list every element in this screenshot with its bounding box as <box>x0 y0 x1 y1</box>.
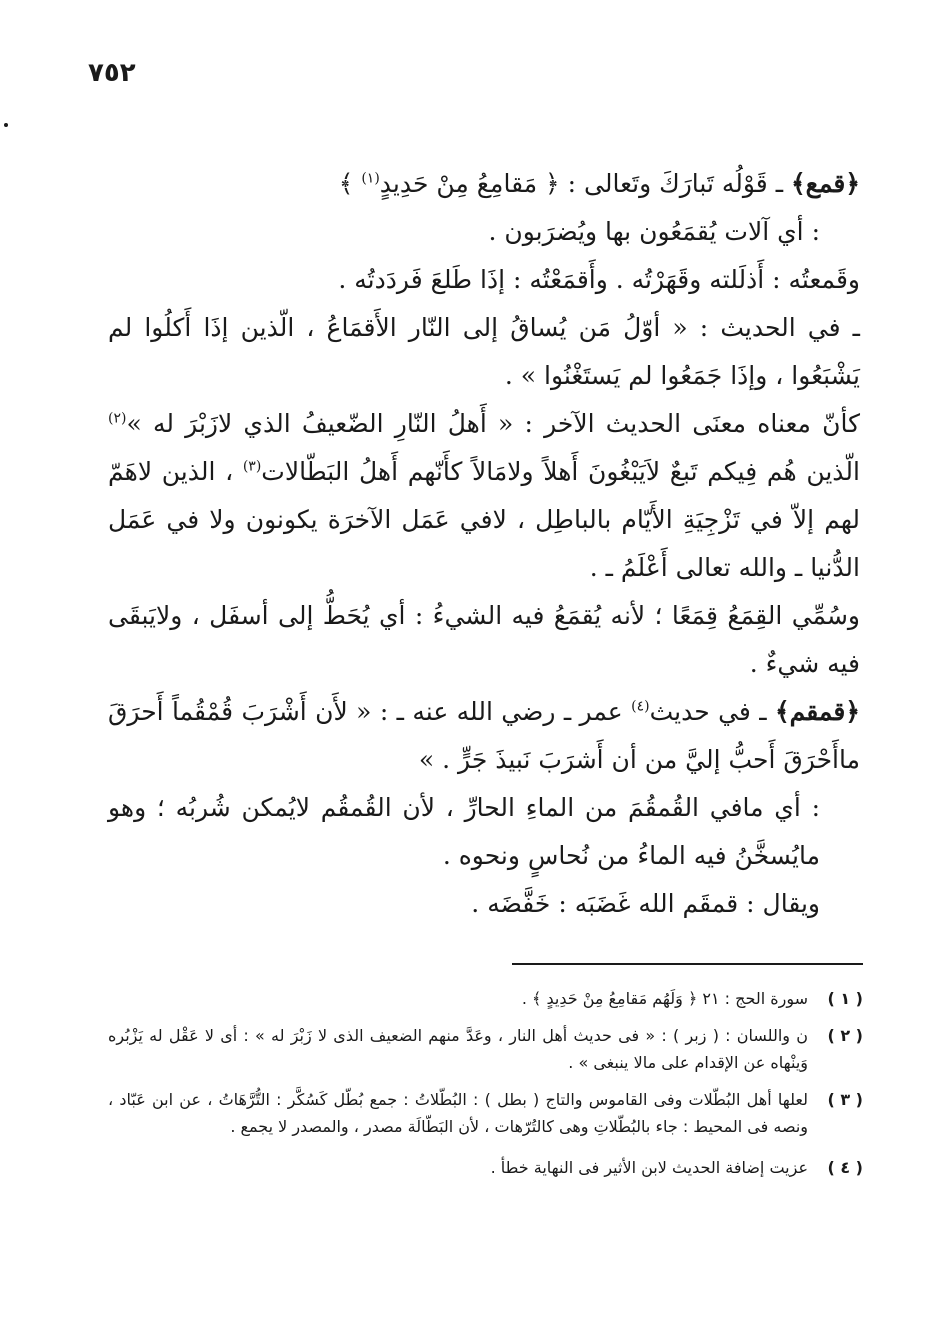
entry-paragraph <box>108 592 860 688</box>
paragraph-text: وقَمعتُه : أَذلَلته وقَهَرْتُه . وأَقمَعْتُه : إذَا طَلعَ فَردَدتُه . <box>338 265 860 294</box>
paragraph-text: ويقال : قمقَم الله غَضَبَه : خَفَّضَه . <box>471 889 820 918</box>
entry-paragraph <box>108 688 860 784</box>
paragraph-text: ـ قَوْلُه تَبارَكَ وتَعالى : ﴿ مَقامِعُ مِنْ حَدِيدٍ <box>379 169 784 198</box>
footnotes <box>108 985 863 1191</box>
entry-paragraph <box>108 160 860 208</box>
entry-paragraph <box>108 304 860 400</box>
paragraph-text: : أي آلات يُقمَعُون بها ويُضرَبون . <box>488 217 820 246</box>
scan-edge-mark <box>4 123 8 127</box>
footnote <box>108 1154 863 1181</box>
footnote <box>108 985 863 1012</box>
paragraph-text: : أي مافي القُمقُمَ من الماءِ الحارِّ ، لأن القُمقُم لايُمكن شُربُه ؛ وهو مايُسخَّنُ فيه الماءُ من نُحاسٍ ونحوه . <box>108 793 820 870</box>
footnote-text: ن واللسان : ( زبر ) : « فى حديث أهل النار ، وعَدَّ منهم الضعيف الذى لا زَبْرَ له » : أى لا عَقْل له يَزْبُره وَينْهاه عن الإقدام على مالا ينبغى » . <box>108 1026 808 1072</box>
paragraph-text: الّذين هُم فِيكم تَبعٌ لاَيَبْغُونَ أَهلاً ولامَالاً كأَنّهم أَهلُ البَطّالات <box>261 457 860 486</box>
paragraph-text: ﴾ <box>338 169 362 198</box>
footnote-number: ( ١ ) <box>827 989 863 1008</box>
entry-headword: ﴿قمع﴾ <box>790 169 860 198</box>
footnote-number: ( ٤ ) <box>827 1158 863 1177</box>
entry-paragraph <box>108 400 860 592</box>
footnote-number: ( ٣ ) <box>827 1090 863 1109</box>
footnote-text: عزيت إضافة الحديث لابن الأثير فى النهاية خطأ . <box>490 1158 808 1177</box>
paragraph-text: ـ في الحديث : « أوّلُ مَن يُساقُ إلى النّار الأَقمَاعُ ، الّذين إذَا أَكلُوا لم يَشْبَعُوا ، وإذَا جَمَعُوا لم يَستَغْنُوا » . <box>108 313 860 390</box>
entry-paragraph <box>108 208 860 256</box>
entry-paragraph <box>108 256 860 304</box>
footnote-text: سورة الحج : ٢١ ﴿ وَلَهُم مَقامِعُ مِنْ حَدِيدٍ ﴾ . <box>521 989 808 1008</box>
footnote-text: لعلها أهل البُطّلات وفى القاموس والتاج ( بطل ) : البُطّلاتُ : جمع بُطّل كَسُكَّر : التُّرَّهَاتُ ، عن ابن عَبّاد ، ونصه فى المحيط : جاء بالبُطّلاتِ وهى كالتُرّهات ، لأن البَطّالَة مصدر ، والمصدر لا يجمع . <box>108 1090 808 1136</box>
footnote <box>108 1086 863 1140</box>
footnote-number: ( ٢ ) <box>827 1026 863 1045</box>
paragraph-text: ـ في حديث <box>649 697 767 726</box>
footnote-ref[interactable]: (١) <box>361 170 380 187</box>
main-text <box>108 160 860 928</box>
paragraph-text: ، الذين لاهَمّ لهم إلاّ في تَزْجِيَةِ الأَيّام بالباطِل ، لافي عَمَل الآخرَة يكونون ولا في عَمَل الدُّنيا ـ والله تعالى أَعْلَمُ ـ . <box>108 457 860 582</box>
footnote-ref[interactable]: (٤) <box>631 698 650 715</box>
paragraph-text: وسُمِّي القِمَعُ قِمَعًا ؛ لأنه يُقمَعُ فيه الشيءُ : أي يُحَطُّ إلى أسفَل ، ولايَبقَى فيه شيءٌ . <box>108 601 860 678</box>
footnote-divider <box>512 963 863 965</box>
page-number: ٧٥٢ <box>88 58 136 88</box>
entry-paragraph <box>108 880 860 928</box>
entry-headword: ﴿قمقم﴾ <box>775 697 860 726</box>
footnote-ref[interactable]: (٣) <box>242 458 262 475</box>
paragraph-text: عمر ـ رضي الله عنه ـ : « لأَن أَشْرَبَ قُمْقُماً أَحرَقَ ماأَحْرَقَ أَحبُّ إليَّ من أن أَشرَبَ نَبيذَ جَرٍّ . » <box>108 697 860 774</box>
paragraph-text: كأنّ معناه معنَى الحديث الآخر : « أَهلُ النّارِ الضّعيفُ الذي لازَبْرَ له » <box>126 409 860 438</box>
entry-paragraph <box>108 784 860 880</box>
footnote <box>108 1022 863 1076</box>
footnote-ref[interactable]: (٢) <box>108 410 127 427</box>
